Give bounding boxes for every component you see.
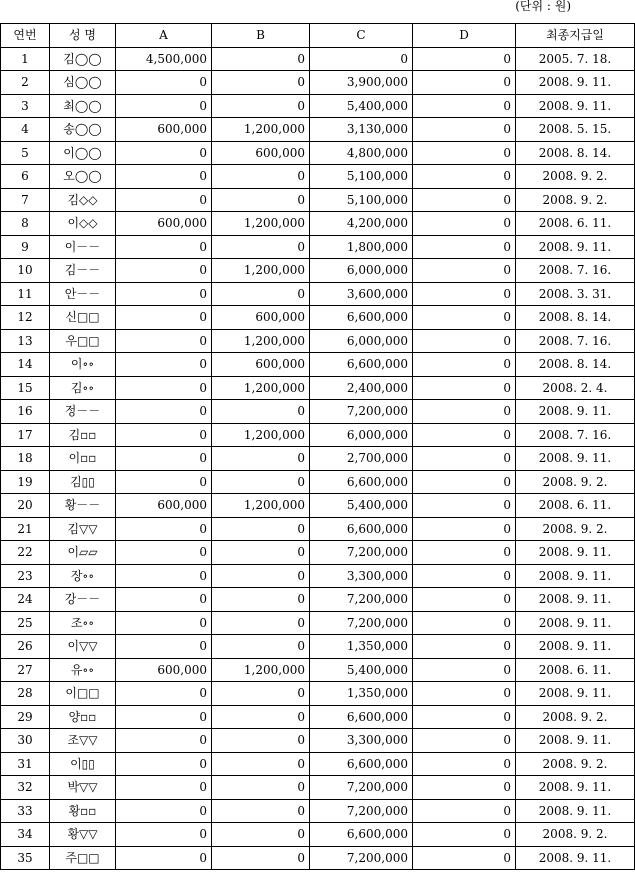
table-row: [1, 329, 635, 353]
cell-a: 0: [116, 282, 212, 306]
cell-d: 0: [413, 47, 516, 71]
cell-a: 600,000: [116, 658, 212, 682]
table-row: [1, 118, 635, 142]
cell-no: 2: [1, 71, 50, 95]
cell-b: 0: [212, 235, 310, 259]
table-row: [1, 799, 635, 823]
header-c: C: [310, 24, 413, 48]
cell-last-payment-date: 2008. 7. 16.: [516, 259, 635, 283]
cell-c: 7,200,000: [310, 776, 413, 800]
cell-c: 4,200,000: [310, 212, 413, 236]
cell-last-payment-date: 2008. 8. 14.: [516, 353, 635, 377]
cell-b: 0: [212, 470, 310, 494]
header-no: 연번: [1, 24, 50, 48]
cell-a: 0: [116, 353, 212, 377]
cell-last-payment-date: 2008. 9. 11.: [516, 400, 635, 424]
cell-c: 3,130,000: [310, 118, 413, 142]
cell-a: 0: [116, 517, 212, 541]
cell-no: 13: [1, 329, 50, 353]
cell-name: 양▫▫: [50, 705, 116, 729]
cell-no: 27: [1, 658, 50, 682]
cell-last-payment-date: 2008. 5. 15.: [516, 118, 635, 142]
cell-b: 0: [212, 94, 310, 118]
cell-b: 1,200,000: [212, 423, 310, 447]
cell-d: 0: [413, 212, 516, 236]
cell-c: 5,400,000: [310, 658, 413, 682]
cell-c: 5,100,000: [310, 165, 413, 189]
cell-d: 0: [413, 541, 516, 565]
cell-last-payment-date: 2008. 6. 11.: [516, 212, 635, 236]
cell-name: 장∘∘: [50, 564, 116, 588]
cell-b: 0: [212, 635, 310, 659]
cell-no: 26: [1, 635, 50, 659]
cell-a: 0: [116, 611, 212, 635]
table-row: [1, 682, 635, 706]
cell-a: 0: [116, 423, 212, 447]
table-row: [1, 447, 635, 471]
cell-a: 0: [116, 71, 212, 95]
cell-c: 3,300,000: [310, 564, 413, 588]
cell-name: 조▽▽: [50, 729, 116, 753]
cell-c: 1,350,000: [310, 682, 413, 706]
cell-b: 0: [212, 71, 310, 95]
cell-no: 34: [1, 823, 50, 847]
cell-name: 조∘∘: [50, 611, 116, 635]
cell-name: 신□□: [50, 306, 116, 330]
cell-a: 0: [116, 846, 212, 870]
cell-a: 0: [116, 729, 212, 753]
cell-d: 0: [413, 799, 516, 823]
table-row: [1, 541, 635, 565]
cell-c: 3,300,000: [310, 729, 413, 753]
cell-a: 600,000: [116, 494, 212, 518]
cell-c: 5,400,000: [310, 94, 413, 118]
cell-no: 32: [1, 776, 50, 800]
cell-name: 강－－: [50, 588, 116, 612]
cell-no: 3: [1, 94, 50, 118]
cell-last-payment-date: 2008. 9. 11.: [516, 94, 635, 118]
table-row: [1, 47, 635, 71]
cell-no: 30: [1, 729, 50, 753]
table-row: [1, 823, 635, 847]
cell-last-payment-date: 2008. 2. 4.: [516, 376, 635, 400]
cell-d: 0: [413, 235, 516, 259]
cell-last-payment-date: 2008. 9. 2.: [516, 752, 635, 776]
cell-last-payment-date: 2008. 9. 2.: [516, 705, 635, 729]
cell-d: 0: [413, 353, 516, 377]
table-row: [1, 752, 635, 776]
cell-last-payment-date: 2008. 9. 11.: [516, 635, 635, 659]
header-a: A: [116, 24, 212, 48]
cell-d: 0: [413, 611, 516, 635]
cell-a: 600,000: [116, 212, 212, 236]
cell-a: 0: [116, 682, 212, 706]
cell-no: 29: [1, 705, 50, 729]
cell-c: 2,700,000: [310, 447, 413, 471]
table-row: [1, 94, 635, 118]
cell-last-payment-date: 2008. 9. 11.: [516, 682, 635, 706]
cell-no: 8: [1, 212, 50, 236]
cell-c: 0: [310, 47, 413, 71]
cell-c: 6,000,000: [310, 423, 413, 447]
cell-name: 심◯◯: [50, 71, 116, 95]
cell-a: 0: [116, 705, 212, 729]
cell-name: 이▫▫: [50, 447, 116, 471]
cell-name: 김◯◯: [50, 47, 116, 71]
cell-last-payment-date: 2008. 9. 11.: [516, 729, 635, 753]
cell-no: 1: [1, 47, 50, 71]
cell-a: 0: [116, 447, 212, 471]
cell-a: 0: [116, 141, 212, 165]
cell-name: 이□□: [50, 682, 116, 706]
cell-last-payment-date: 2008. 6. 11.: [516, 494, 635, 518]
cell-no: 22: [1, 541, 50, 565]
header-name: 성 명: [50, 24, 116, 48]
cell-d: 0: [413, 282, 516, 306]
table-row: [1, 353, 635, 377]
cell-name: 최◯◯: [50, 94, 116, 118]
cell-b: 1,200,000: [212, 376, 310, 400]
cell-c: 1,800,000: [310, 235, 413, 259]
table-row: [1, 564, 635, 588]
table-row: [1, 494, 635, 518]
cell-c: 7,200,000: [310, 400, 413, 424]
cell-b: 0: [212, 47, 310, 71]
cell-c: 6,600,000: [310, 823, 413, 847]
cell-name: 황▫▫: [50, 799, 116, 823]
cell-last-payment-date: 2008. 6. 11.: [516, 658, 635, 682]
cell-d: 0: [413, 188, 516, 212]
cell-no: 33: [1, 799, 50, 823]
cell-c: 6,600,000: [310, 705, 413, 729]
cell-d: 0: [413, 165, 516, 189]
cell-no: 15: [1, 376, 50, 400]
cell-c: 6,600,000: [310, 470, 413, 494]
cell-a: 0: [116, 188, 212, 212]
cell-d: 0: [413, 447, 516, 471]
cell-name: 황▽▽: [50, 823, 116, 847]
table-row: [1, 141, 635, 165]
cell-a: 0: [116, 564, 212, 588]
cell-last-payment-date: 2008. 9. 11.: [516, 564, 635, 588]
cell-b: 600,000: [212, 306, 310, 330]
cell-a: 0: [116, 165, 212, 189]
cell-last-payment-date: 2008. 9. 11.: [516, 541, 635, 565]
cell-b: 0: [212, 752, 310, 776]
cell-b: 1,200,000: [212, 329, 310, 353]
table-row: [1, 188, 635, 212]
cell-last-payment-date: 2008. 9. 11.: [516, 799, 635, 823]
cell-last-payment-date: 2008. 9. 11.: [516, 588, 635, 612]
cell-d: 0: [413, 259, 516, 283]
cell-name: 김▽▽: [50, 517, 116, 541]
cell-name: 김∘∘: [50, 376, 116, 400]
cell-a: 0: [116, 94, 212, 118]
cell-d: 0: [413, 564, 516, 588]
cell-name: 유∘∘: [50, 658, 116, 682]
cell-no: 9: [1, 235, 50, 259]
table-row: [1, 259, 635, 283]
cell-b: 0: [212, 823, 310, 847]
table-row: [1, 776, 635, 800]
cell-d: 0: [413, 517, 516, 541]
cell-name: 안－－: [50, 282, 116, 306]
cell-no: 5: [1, 141, 50, 165]
cell-last-payment-date: 2008. 9. 11.: [516, 846, 635, 870]
header-b: B: [212, 24, 310, 48]
cell-no: 4: [1, 118, 50, 142]
cell-b: 1,200,000: [212, 658, 310, 682]
cell-d: 0: [413, 118, 516, 142]
cell-d: 0: [413, 776, 516, 800]
cell-a: 0: [116, 635, 212, 659]
cell-b: 0: [212, 799, 310, 823]
table-row: [1, 729, 635, 753]
cell-name: 주□□: [50, 846, 116, 870]
table-row: [1, 705, 635, 729]
cell-c: 6,600,000: [310, 517, 413, 541]
table-row: [1, 423, 635, 447]
cell-a: 600,000: [116, 118, 212, 142]
cell-c: 1,350,000: [310, 635, 413, 659]
table-row: [1, 376, 635, 400]
cell-c: 3,600,000: [310, 282, 413, 306]
cell-d: 0: [413, 658, 516, 682]
cell-no: 17: [1, 423, 50, 447]
cell-name: 이－－: [50, 235, 116, 259]
cell-name: 우□□: [50, 329, 116, 353]
cell-b: 1,200,000: [212, 494, 310, 518]
cell-last-payment-date: 2008. 9. 11.: [516, 611, 635, 635]
cell-c: 7,200,000: [310, 588, 413, 612]
cell-name: 오◯◯: [50, 165, 116, 189]
cell-a: 0: [116, 329, 212, 353]
cell-d: 0: [413, 682, 516, 706]
cell-c: 2,400,000: [310, 376, 413, 400]
cell-last-payment-date: 2008. 8. 14.: [516, 306, 635, 330]
cell-b: 0: [212, 564, 310, 588]
table-row: [1, 635, 635, 659]
cell-no: 31: [1, 752, 50, 776]
cell-b: 0: [212, 447, 310, 471]
cell-a: 0: [116, 306, 212, 330]
cell-b: 0: [212, 165, 310, 189]
cell-name: 황－－: [50, 494, 116, 518]
cell-b: 0: [212, 188, 310, 212]
cell-name: 정－－: [50, 400, 116, 424]
cell-b: 1,200,000: [212, 212, 310, 236]
cell-name: 송◯◯: [50, 118, 116, 142]
cell-a: 0: [116, 541, 212, 565]
table-row: [1, 658, 635, 682]
cell-d: 0: [413, 635, 516, 659]
cell-c: 6,600,000: [310, 306, 413, 330]
table-row: [1, 235, 635, 259]
cell-d: 0: [413, 705, 516, 729]
cell-c: 7,200,000: [310, 846, 413, 870]
cell-name: 박▽▽: [50, 776, 116, 800]
unit-note: (단위 : 원): [515, 0, 571, 13]
cell-c: 7,200,000: [310, 541, 413, 565]
cell-no: 10: [1, 259, 50, 283]
cell-last-payment-date: 2008. 7. 16.: [516, 423, 635, 447]
table-row: [1, 282, 635, 306]
cell-last-payment-date: 2008. 9. 11.: [516, 776, 635, 800]
cell-name: 이◇◇: [50, 212, 116, 236]
cell-a: 0: [116, 799, 212, 823]
cell-no: 21: [1, 517, 50, 541]
cell-no: 28: [1, 682, 50, 706]
cell-no: 12: [1, 306, 50, 330]
cell-b: 0: [212, 705, 310, 729]
cell-a: 0: [116, 400, 212, 424]
table-row: [1, 611, 635, 635]
header-row: [1, 24, 635, 48]
cell-no: 14: [1, 353, 50, 377]
cell-name: 김◇◇: [50, 188, 116, 212]
cell-no: 20: [1, 494, 50, 518]
cell-c: 7,200,000: [310, 799, 413, 823]
cell-name: 김－－: [50, 259, 116, 283]
cell-b: 0: [212, 776, 310, 800]
cell-d: 0: [413, 376, 516, 400]
cell-c: 3,900,000: [310, 71, 413, 95]
cell-no: 16: [1, 400, 50, 424]
payment-table: [0, 23, 635, 870]
cell-name: 이◯◯: [50, 141, 116, 165]
cell-last-payment-date: 2008. 9. 2.: [516, 470, 635, 494]
cell-b: 0: [212, 588, 310, 612]
table-row: [1, 588, 635, 612]
cell-d: 0: [413, 470, 516, 494]
cell-last-payment-date: 2008. 9. 2.: [516, 165, 635, 189]
table-body: [1, 47, 635, 870]
cell-a: 0: [116, 235, 212, 259]
cell-name: 이▯▯: [50, 752, 116, 776]
table-row: [1, 306, 635, 330]
cell-c: 6,600,000: [310, 353, 413, 377]
cell-c: 5,100,000: [310, 188, 413, 212]
cell-d: 0: [413, 494, 516, 518]
cell-c: 6,600,000: [310, 752, 413, 776]
table-row: [1, 400, 635, 424]
cell-c: 6,000,000: [310, 259, 413, 283]
cell-last-payment-date: 2008. 8. 14.: [516, 141, 635, 165]
cell-last-payment-date: 2008. 9. 11.: [516, 71, 635, 95]
table-row: [1, 212, 635, 236]
cell-b: 0: [212, 282, 310, 306]
header-last-payment-date: 최종지급일: [516, 24, 635, 48]
table-row: [1, 846, 635, 870]
cell-d: 0: [413, 729, 516, 753]
cell-d: 0: [413, 306, 516, 330]
cell-last-payment-date: 2008. 9. 2.: [516, 823, 635, 847]
cell-a: 0: [116, 376, 212, 400]
cell-b: 0: [212, 541, 310, 565]
cell-a: 0: [116, 470, 212, 494]
cell-b: 1,200,000: [212, 259, 310, 283]
cell-b: 1,200,000: [212, 118, 310, 142]
table-row: [1, 517, 635, 541]
cell-no: 11: [1, 282, 50, 306]
cell-c: 6,000,000: [310, 329, 413, 353]
cell-a: 0: [116, 752, 212, 776]
cell-d: 0: [413, 423, 516, 447]
cell-last-payment-date: 2008. 9. 11.: [516, 447, 635, 471]
cell-no: 25: [1, 611, 50, 635]
cell-c: 4,800,000: [310, 141, 413, 165]
cell-name: 이▱▱: [50, 541, 116, 565]
cell-d: 0: [413, 94, 516, 118]
cell-last-payment-date: 2008. 9. 2.: [516, 517, 635, 541]
cell-b: 600,000: [212, 353, 310, 377]
cell-d: 0: [413, 141, 516, 165]
cell-b: 0: [212, 611, 310, 635]
cell-last-payment-date: 2008. 9. 11.: [516, 235, 635, 259]
cell-no: 23: [1, 564, 50, 588]
cell-last-payment-date: 2008. 7. 16.: [516, 329, 635, 353]
cell-b: 0: [212, 682, 310, 706]
cell-b: 0: [212, 517, 310, 541]
cell-a: 0: [116, 588, 212, 612]
cell-d: 0: [413, 400, 516, 424]
cell-a: 0: [116, 776, 212, 800]
cell-no: 24: [1, 588, 50, 612]
cell-b: 0: [212, 400, 310, 424]
cell-b: 0: [212, 846, 310, 870]
cell-name: 김▫▫: [50, 423, 116, 447]
cell-d: 0: [413, 329, 516, 353]
cell-no: 7: [1, 188, 50, 212]
table-row: [1, 71, 635, 95]
cell-d: 0: [413, 71, 516, 95]
cell-no: 19: [1, 470, 50, 494]
cell-d: 0: [413, 588, 516, 612]
cell-c: 5,400,000: [310, 494, 413, 518]
cell-b: 600,000: [212, 141, 310, 165]
cell-name: 이▽▽: [50, 635, 116, 659]
cell-last-payment-date: 2008. 9. 2.: [516, 188, 635, 212]
header-d: D: [413, 24, 516, 48]
cell-last-payment-date: 2005. 7. 18.: [516, 47, 635, 71]
cell-no: 35: [1, 846, 50, 870]
table-row: [1, 165, 635, 189]
cell-a: 0: [116, 823, 212, 847]
cell-d: 0: [413, 823, 516, 847]
cell-b: 0: [212, 729, 310, 753]
cell-d: 0: [413, 752, 516, 776]
table-row: [1, 470, 635, 494]
cell-no: 6: [1, 165, 50, 189]
cell-last-payment-date: 2008. 3. 31.: [516, 282, 635, 306]
cell-c: 7,200,000: [310, 611, 413, 635]
cell-name: 김▯▯: [50, 470, 116, 494]
cell-no: 18: [1, 447, 50, 471]
cell-a: 0: [116, 259, 212, 283]
cell-d: 0: [413, 846, 516, 870]
cell-a: 4,500,000: [116, 47, 212, 71]
cell-name: 이∘∘: [50, 353, 116, 377]
